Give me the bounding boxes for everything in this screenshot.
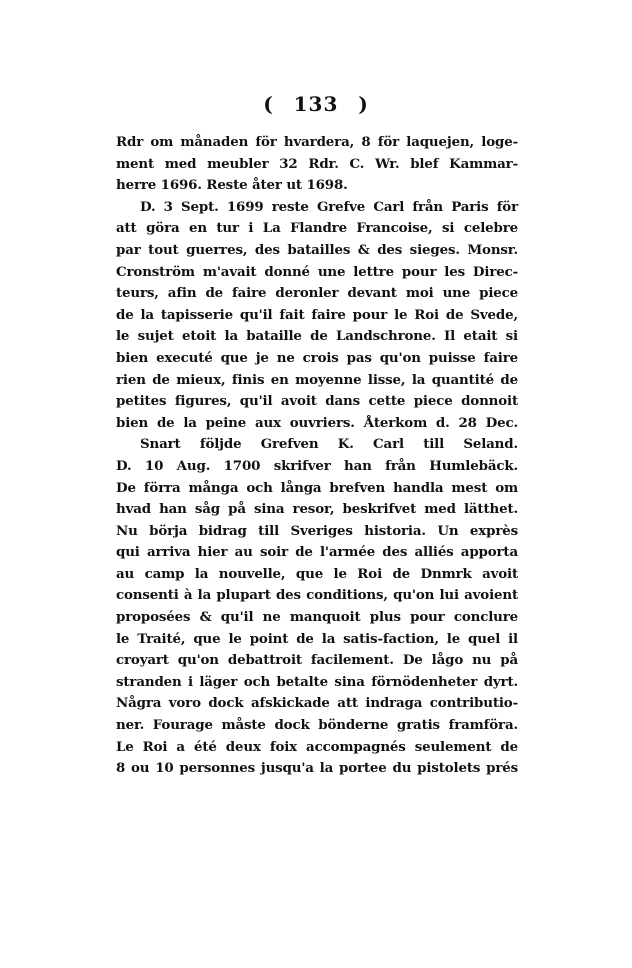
text-line: ner. Fourage måste dock bönderne gratis framföra. [116,717,518,734]
text-line: Snart följde Grefven K. Carl till Seland. [140,436,518,453]
text-line: Cronström m'avait donné une lettre pour les Direc- [116,263,518,280]
text-line: D. 10 Aug. 1700 skrifver han från Humlebäck. [116,457,518,474]
text-line: consenti à la plupart des conditions, qu'on lui avoient [116,587,518,604]
body-text [116,132,518,780]
text-line: teurs, afin de faire deronler devant moi une piece [116,285,518,302]
text-line: le Traité, que le point de la satis-faction, le quel il [116,630,518,647]
text-line: par tout guerres, des batailles & des sieges. Monsr. [116,241,518,258]
text-line: Nu börja bidrag till Sveriges historia. Un exprès [116,522,518,539]
text-line: rien de mieux, finis en moyenne lisse, la quantité de [116,371,518,388]
text-line: croyart qu'on debattroit facilement. De lågo nu på [116,652,518,669]
text-line: stranden i läger och betalte sina förnödenheter dyrt. [116,673,518,690]
text-line: De förra många och långa brefven handla mest om [116,479,518,496]
page-number: ( 133 ) [263,92,369,116]
text-line: Några voro dock afskickade att indraga contributio- [116,695,518,712]
text-line: de la tapisserie qu'il fait faire pour le Roi de Svede, [116,306,518,323]
text-line: herre 1696. Reste åter ut 1698. [116,177,348,194]
text-line: Rdr om månaden för hvardera, 8 för laquejen, loge- [116,134,518,150]
text-line: 8 ou 10 personnes jusqu'a la portee du pistolets prés [116,760,518,777]
text-line: ment med meubler 32 Rdr. C. Wr. blef Kammar- [116,155,518,172]
text-line: le sujet etoit la bataille de Landschrone. Il etait si [116,328,518,345]
text-line: D. 3 Sept. 1699 reste Grefve Carl från Paris för [140,198,518,215]
text-line: bien executé que je ne crois pas qu'on puisse faire [116,349,518,366]
text-line: qui arriva hier au soir de l'armée des alliés apporta [116,544,518,561]
text-line: bien de la peine aux ouvriers. Återkom d. 28 Dec. [116,414,518,431]
text-line: hvad han såg på sina resor, beskrifvet med lätthet. [116,501,518,518]
text-line: au camp la nouvelle, que le Roi de Dnmrk avoit [116,565,518,582]
text-line: proposées & qu'il ne manquoit plus pour conclure [116,609,518,626]
text-line: petites figures, qu'il avoit dans cette piece donnoit [116,393,518,410]
text-line: att göra en tur i La Flandre Francoise, si celebre [116,220,518,237]
text-line: Le Roi a été deux foix accompagnés seulement de [116,738,518,755]
